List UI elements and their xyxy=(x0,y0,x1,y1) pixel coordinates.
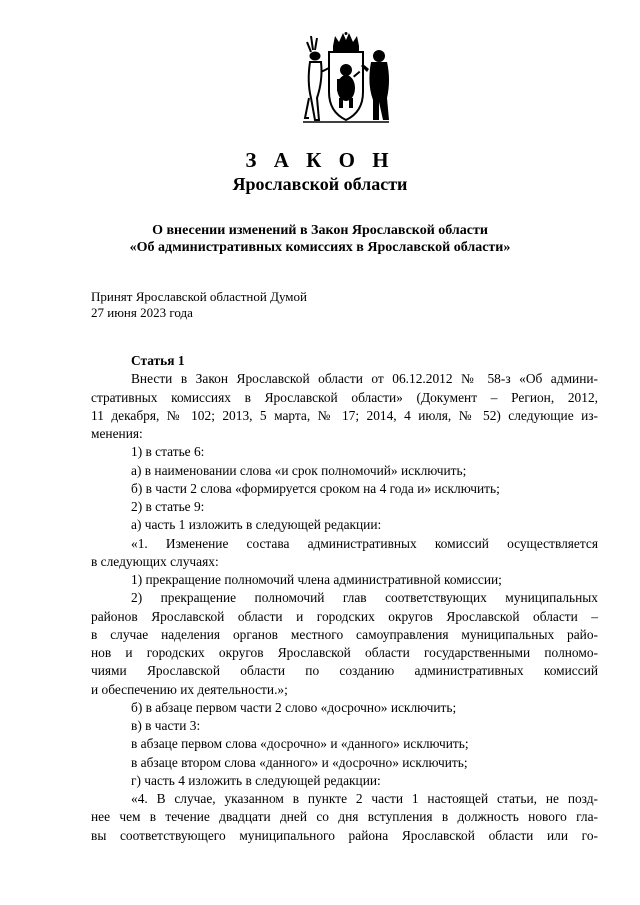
paragraph-line: и обеспечению их деятельности.»; xyxy=(91,681,288,697)
paragraph-line: нов и городских округов Ярославской области государственными полномо- xyxy=(91,645,598,660)
law-heading-line: «Об административных комиссиях в Ярославской области» xyxy=(129,240,511,255)
adoption-info xyxy=(91,289,307,321)
paragraph-line: б) в части 2 слова «формируется сроком на 4 года и» исключить; xyxy=(131,480,500,496)
paragraph-line: 1) прекращение полномочий члена административной комиссии; xyxy=(131,572,502,587)
paragraph-line: «1. Изменение состава административных комиссий осуществляется xyxy=(131,535,598,551)
paragraph-line: районов Ярославской области и городских округов Ярославской области – xyxy=(91,608,598,624)
adoption-body: Принят Ярославской областной Думой xyxy=(91,289,307,304)
paragraph-line: в абзаце втором слова «данного» и «досрочно» исключить; xyxy=(131,754,468,770)
paragraph-line: 11 декабря, № 102; 2013, 5 марта, № 17; 2014, 4 июля, № 52) следующие из- xyxy=(91,407,598,423)
adoption-date: 27 июня 2023 года xyxy=(91,305,193,320)
paragraph-line: а) часть 1 изложить в следующей редакции: xyxy=(131,517,382,533)
paragraph-line: Внести в Закон Ярославской области от 06.12.2012 № 58-з «Об админи- xyxy=(131,371,598,387)
law-heading-line: О внесении изменений в Закон Ярославской области xyxy=(152,223,488,238)
paragraph-line: вы соответствующего муниципального района Ярославской области или го- xyxy=(91,827,598,843)
coat-of-arms-icon xyxy=(293,32,399,128)
paragraph-line: стративных комиссиях в Ярославской области» (Документ – Регион, 2012, xyxy=(91,389,598,405)
paragraph-line: г) часть 4 изложить в следующей редакции: xyxy=(131,772,381,788)
paragraph-line: в) в части 3: xyxy=(131,718,201,733)
paragraph-line: 2) прекращение полномочий глав соответствующих муниципальных xyxy=(131,590,598,606)
document-subtitle: Ярославской области xyxy=(232,174,408,194)
paragraph-line: в случае наделения органов местного самоуправления муниципальных райо- xyxy=(91,626,598,642)
paragraph-line: б) в абзаце первом части 2 слово «досрочно» исключить; xyxy=(131,699,457,715)
paragraph-line: 2) в статье 9: xyxy=(131,499,205,514)
paragraph-line: в абзаце первом слова «досрочно» и «данного» исключить; xyxy=(131,736,469,752)
article-body xyxy=(91,352,598,845)
article-title: Статья 1 xyxy=(131,353,185,368)
paragraph-line: 1) в статье 6: xyxy=(131,444,205,460)
paragraph-line: а) в наименовании слова «и срок полномочий» исключить; xyxy=(131,462,467,478)
paragraph-line: «4. В случае, указанном в пункте 2 части 1 настоящей статьи, не позд- xyxy=(131,791,598,806)
law-heading xyxy=(0,222,640,256)
paragraph-line: нее чем в течение двадцати дней со дня вступления в должность нового гла- xyxy=(91,809,598,825)
paragraph-line: менения: xyxy=(91,426,143,441)
paragraph-line: в следующих случаях: xyxy=(91,553,219,569)
document-title: З А К О Н xyxy=(245,148,395,172)
paragraph-line: чиями Ярославской области по созданию административных комиссий xyxy=(91,663,598,679)
